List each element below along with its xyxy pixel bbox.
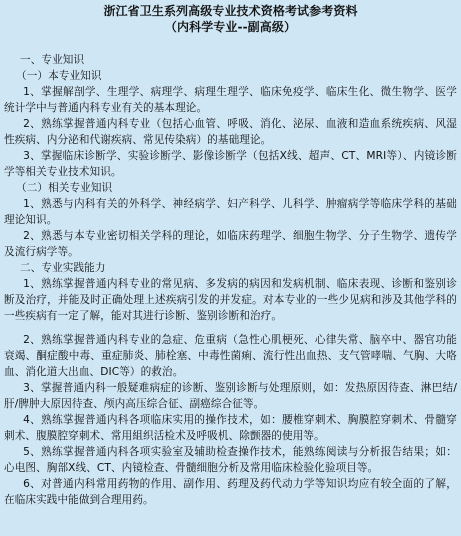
- document-title: 浙江省卫生系列高级专业技术资格考试参考资料: [103, 4, 358, 18]
- paragraph: 5、熟练掌握普通内科各项实验室及辅助检查操作技术，能熟练阅读与分析报告结果；如：心电图、胸部X线、CT、内镜检查、骨髓细胞分析及常用临床检验化验项目等。: [4, 446, 457, 474]
- paragraph: 2、熟练掌握普通内科专业（包括心血管、呼吸、消化、泌尿、血液和造血系统疾病、风湿性疾病、内分泌和代谢疾病、常见传染病）的基础理论。: [4, 118, 457, 146]
- subsection-heading-related: （二）相关专业知识: [16, 182, 113, 194]
- paragraph: 6、对普通内科常用药物的作用、副作用、药理及药代动力学等知识均应有较全面的了解，在临床实践中能做到合理用药。: [4, 478, 457, 506]
- document-subtitle: （内科学专业--副高级）: [164, 20, 297, 34]
- paragraph: 1、熟练掌握普通内科专业的常见病、多发病的病因和发病机制、临床表现、诊断和鉴别诊断及治疗，并能及时正确处理上述疾病引发的并发症。对本专业的一些少见病和涉及其他学科的一些疾病有一定了解，能对其进行诊断、鉴别诊断和治疗。: [4, 278, 457, 322]
- section-heading-practice: 二、专业实践能力: [20, 262, 106, 274]
- paragraph: 3、掌握临床诊断学、实验诊断学、影像诊断学（包括X线、超声、CT、MRI等）、内镜诊断学等相关专业技术知识。: [4, 150, 457, 178]
- spacer: [4, 324, 457, 332]
- section-heading-knowledge: 一、专业知识: [20, 54, 85, 66]
- paragraph: 2、熟练掌握普通内科专业的急症、危重病（急性心肌梗死、心律失常、脑卒中、器官功能衰竭、酮症酸中毒、重症肺炎、肺栓塞、中毒性菌痢、流行性出血热、支气管哮喘、气胸、大咯血、消化道大出血、DIC等）的救治。: [4, 334, 457, 378]
- paragraph: 4、熟练掌握普通内科各项临床实用的操作技术，如：腰椎穿刺术、胸膜腔穿刺术、骨髓穿刺术、腹膜腔穿刺术、常用組织活检术及呼吸机、除颤器的使用等。: [4, 414, 457, 442]
- paragraph: 1、掌握解剖学、生理学、病理学、病理生理学、临床免疫学、临床生化、微生物学、医学统计学中与普通内科专业有关的基本理论。: [4, 86, 457, 114]
- subsection-heading-core: （一）本专业知识: [16, 70, 102, 82]
- paragraph: 1、熟悉与内科有关的外科学、神经病学、妇产科学、儿科学、肿瘤病学等临床学科的基础理论知识。: [4, 198, 457, 226]
- paragraph: 2、熟悉与本专业密切相关学科的理论，如临床药理学、细胞生物学、分子生物学、遗传学及流行病学等。: [4, 230, 457, 258]
- paragraph: 3、掌握普通内科一般疑难病症的诊断、鉴别诊断与处理原则，如：发热原因待查、淋巴结/肝/脾肿大原因待查、颅内高压综合征、副癌综合征等。: [4, 382, 457, 410]
